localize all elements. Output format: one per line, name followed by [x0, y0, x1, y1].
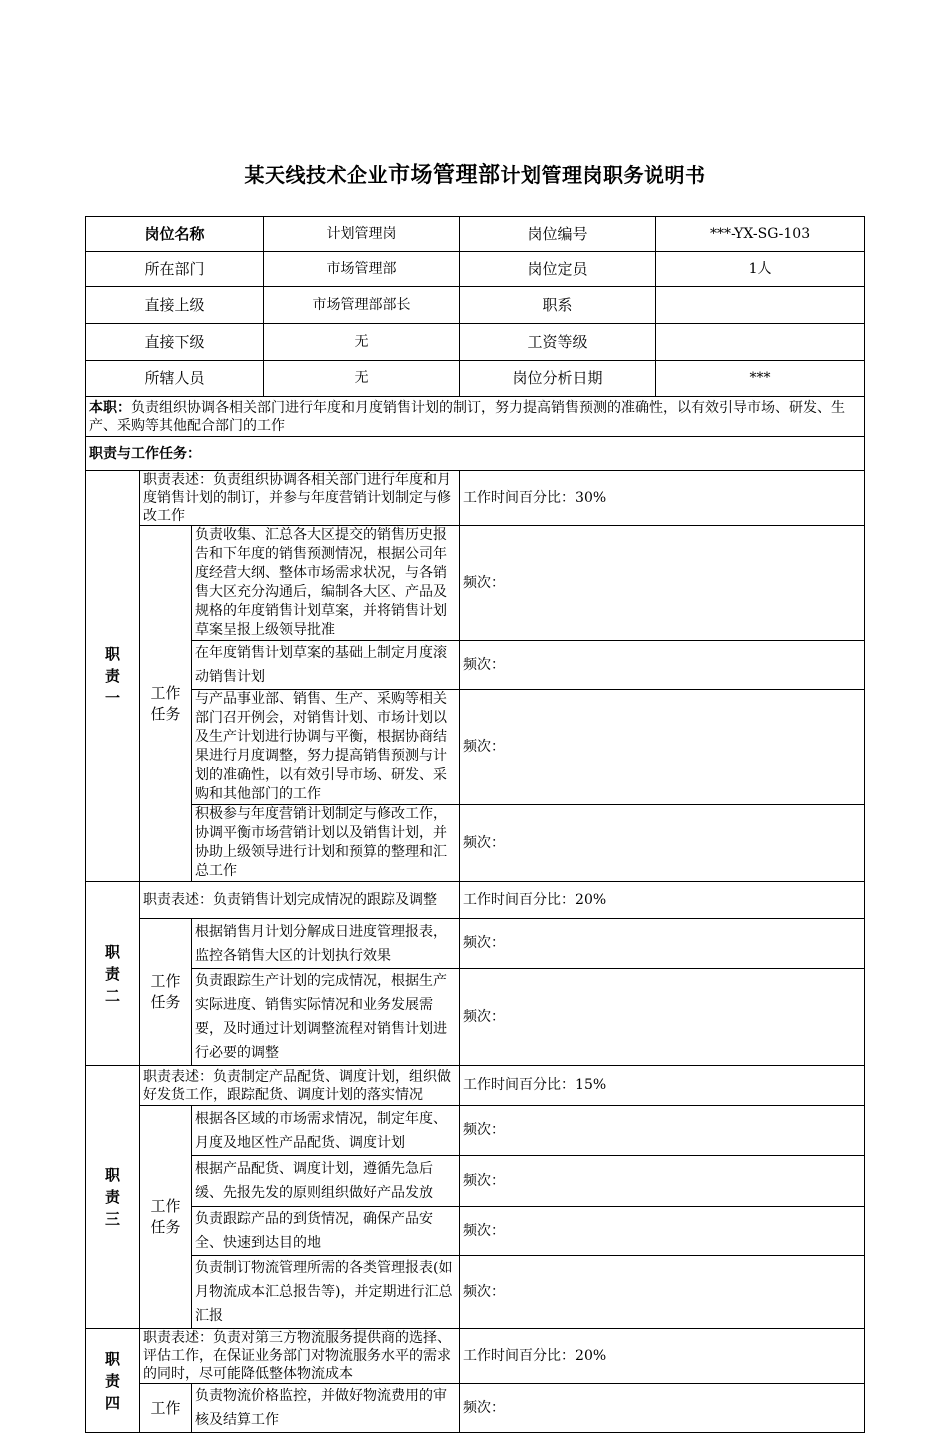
duty1-task-2-frequency: 频次： — [460, 641, 865, 690]
duty3-task-4-frequency: 频次： — [460, 1256, 865, 1329]
label-staff: 所辖人员 — [86, 361, 264, 397]
duty2-task-2-frequency: 频次： — [460, 969, 865, 1066]
value-subordinate: 无 — [264, 324, 460, 361]
duty4-task-1: 负责物流价格监控，并做好物流费用的审核及结算工作 — [192, 1384, 460, 1433]
duty2-description: 职责表述：负责销售计划完成情况的跟踪及调整 — [140, 882, 460, 919]
duty2-task-row — [86, 969, 865, 1066]
duty3-task-row — [86, 1256, 865, 1329]
duty2-desc-row — [86, 882, 865, 919]
duty1-task-4-frequency: 频次： — [460, 805, 865, 882]
summary-text: 负责组织协调各相关部门进行年度和月度销售计划的制订，努力提高销售预测的准确性，以有效引导市场、研发、生产、采购等其他配合部门的工作 — [89, 399, 845, 434]
section-row — [86, 437, 865, 471]
title-company: 某天线技术企业 — [244, 163, 388, 187]
duty3-task-2: 根据产品配货、调度计划，遵循先急后缓、先报先发的原则组织做好产品发放 — [192, 1156, 460, 1207]
duty3-task-row — [86, 1156, 865, 1207]
label-analysis-date: 岗位分析日期 — [460, 361, 656, 397]
duty1-desc-row — [86, 471, 865, 526]
header-row-4 — [86, 324, 865, 361]
duty1-task-3-frequency: 频次： — [460, 690, 865, 805]
duty3-name: 职 责 三 — [86, 1066, 140, 1329]
duty1-name: 职 责 一 — [86, 471, 140, 882]
duty3-desc-row — [86, 1066, 865, 1106]
duty3-description: 职责表述：负责制定产品配货、调度计划，组织做好发货工作，跟踪配货、调度计划的落实情况 — [140, 1066, 460, 1106]
section-heading: 职责与工作任务： — [86, 437, 865, 471]
duty4-description: 职责表述：负责对第三方物流服务提供商的选择、评估工作，在保证业务部门对物流服务水平的需求的同时，尽可能降低整体物流成本 — [140, 1329, 460, 1384]
duty2-time-percent: 工作时间百分比：20% — [460, 882, 865, 919]
document-title — [0, 158, 950, 189]
header-row-3 — [86, 287, 865, 324]
label-department: 所在部门 — [86, 252, 264, 287]
duty3-task-row — [86, 1106, 865, 1156]
duty3-task-4: 负责制订物流管理所需的各类管理报表(如月物流成本汇总报告等)，并定期进行汇总汇报 — [192, 1256, 460, 1329]
duty1-task-3: 与产品事业部、销售、生产、采购等相关部门召开例会，对销售计划、市场计划以及生产计划进行协调与平衡，根据协商结果进行月度调整，努力提高销售预测与计划的准确性，以有效引导市场、研发、采购和其他部门的工作 — [192, 690, 460, 805]
duty3-task-row — [86, 1207, 865, 1256]
duty1-task-4: 积极参与年度营销计划制定与修改工作，协调平衡市场营销计划以及销售计划，并协助上级领导进行计划和预算的整理和汇总工作 — [192, 805, 460, 882]
duty2-name: 职 责 二 — [86, 882, 140, 1066]
duty3-task-2-frequency: 频次： — [460, 1156, 865, 1207]
duty2-task-label: 工作 任务 — [140, 919, 192, 1066]
value-job-family — [656, 287, 865, 324]
duty4-task-row — [86, 1384, 865, 1433]
value-staff: 无 — [264, 361, 460, 397]
duty4-task-1-frequency: 频次： — [460, 1384, 865, 1433]
duty4-task-label: 工作 — [140, 1384, 192, 1433]
duty1-task-row — [86, 805, 865, 882]
duty1-task-1: 负责收集、汇总各大区提交的销售历史报告和下年度的销售预测情况，根据公司年度经营大纲、整体市场需求状况，与各销售大区充分沟通后，编制各大区、产品及规格的年度销售计划草案，并将销售计划草案呈报上级领导批准 — [192, 526, 460, 641]
duty4-time-percent: 工作时间百分比：20% — [460, 1329, 865, 1384]
label-superior: 直接上级 — [86, 287, 264, 324]
duty3-task-label: 工作 任务 — [140, 1106, 192, 1329]
label-position-code: 岗位编号 — [460, 217, 656, 252]
duty3-task-3: 负责跟踪产品的到货情况，确保产品安全、快速到达目的地 — [192, 1207, 460, 1256]
duty1-task-1-frequency: 频次： — [460, 526, 865, 641]
value-superior: 市场管理部部长 — [264, 287, 460, 324]
duty1-time-percent: 工作时间百分比：30% — [460, 471, 865, 526]
summary-row — [86, 397, 865, 437]
header-row-5 — [86, 361, 865, 397]
summary-label: 本职： — [89, 399, 131, 416]
duty1-task-row — [86, 526, 865, 641]
duty1-task-label: 工作 任务 — [140, 526, 192, 882]
duty1-description: 职责表述：负责组织协调各相关部门进行年度和月度销售计划的制订，并参与年度营销计划制定与修改工作 — [140, 471, 460, 526]
duty1-task-2: 在年度销售计划草案的基础上制定月度滚动销售计划 — [192, 641, 460, 690]
value-analysis-date: *** — [656, 361, 865, 397]
label-salary-grade: 工资等级 — [460, 324, 656, 361]
duty4-name: 职 责 四 — [86, 1329, 140, 1433]
duty2-task-row — [86, 919, 865, 969]
value-position-code: ***-YX-SG-103 — [656, 217, 865, 252]
duty2-task-1-frequency: 频次： — [460, 919, 865, 969]
label-position-name: 岗位名称 — [86, 217, 264, 252]
header-row-2 — [86, 252, 865, 287]
value-department: 市场管理部 — [264, 252, 460, 287]
duty2-task-2: 负责跟踪生产计划的完成情况，根据生产实际进度、销售实际情况和业务发展需要，及时通过计划调整流程对销售计划进行必要的调整 — [192, 969, 460, 1066]
duty1-task-row — [86, 641, 865, 690]
job-description-table — [85, 216, 865, 1433]
title-position: 计划管理岗职务说明书 — [500, 163, 706, 187]
duty1-task-row — [86, 690, 865, 805]
label-headcount: 岗位定员 — [460, 252, 656, 287]
job-summary — [86, 397, 865, 437]
duty3-task-1-frequency: 频次： — [460, 1106, 865, 1156]
value-position-name: 计划管理岗 — [264, 217, 460, 252]
duty4-desc-row — [86, 1329, 865, 1384]
duty2-task-1: 根据销售月计划分解成日进度管理报表，监控各销售大区的计划执行效果 — [192, 919, 460, 969]
duty3-task-3-frequency: 频次： — [460, 1207, 865, 1256]
value-salary-grade — [656, 324, 865, 361]
duty3-task-1: 根据各区域的市场需求情况，制定年度、月度及地区性产品配货、调度计划 — [192, 1106, 460, 1156]
value-headcount: 1人 — [656, 252, 865, 287]
label-subordinate: 直接下级 — [86, 324, 264, 361]
label-job-family: 职系 — [460, 287, 656, 324]
duty3-time-percent: 工作时间百分比：15% — [460, 1066, 865, 1106]
header-row-1 — [86, 217, 865, 252]
title-department: 市场管理部 — [387, 163, 501, 188]
